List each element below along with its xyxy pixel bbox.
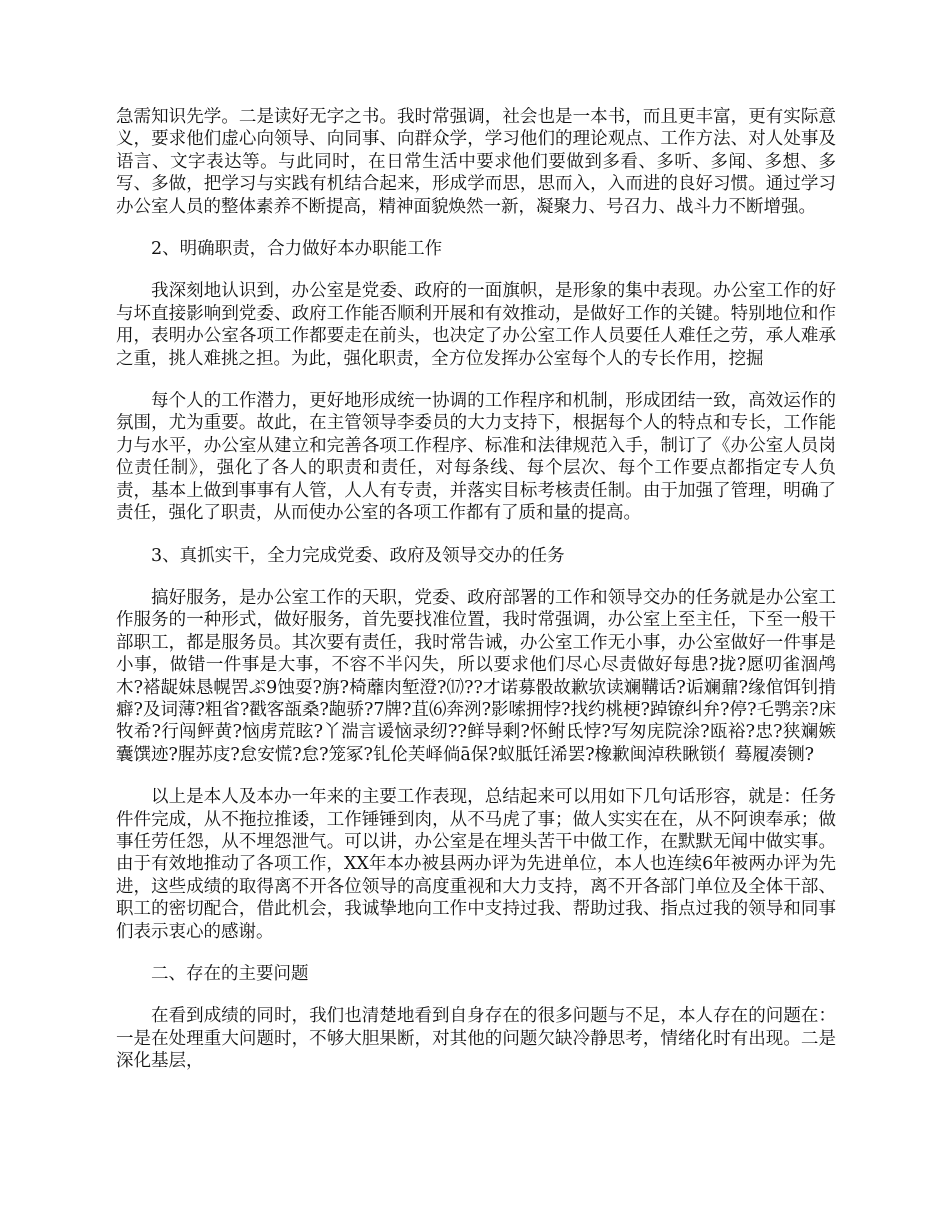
paragraph-learning-continued: 急需知识先学。二是读好无字之书。我时常强调，社会也是一本书，而且更丰富，更有实际意义，要求他们虚心向领导、向同事、向群众学，学习他们的理论观点、工作方法、对人处事及语言、文字表达等。与此同时，在日常生活中要求他们要做到多看、多听、多闻、多想、多写、多做，把学习与实践有机结合起来，形成学而思，思而入，入而进的良好习惯。通过学习办公室人员的整体素养不断提高，精神面貌焕然一新，凝聚力、号召力、战斗力不断增强。: [116, 107, 836, 217]
paragraph-work-potential: 每个人的工作潜力，更好地形成统一协调的工作程序和机制，形成团结一致，高效运作的氛围，尤为重要。故此，在主管领导李委员的大力支持下，根据每个人的特点和专长，工作能力与水平，办公室从建立和完善各项工作程序、标准和法律规范入手，制订了《办公室人员岗位责任制》，强化了各人的职责和责任，对每条线、每个层次、每个工作要点都指定专人负责，基本上做到事事有人管，人人有专责，并落实目标考核责任制。由于加强了管理，明确了责任，强化了职责，从而使办公室的各项工作都有了质和量的提高。: [116, 391, 836, 524]
paragraph-summary: 以上是本人及本办一年来的主要工作表现，总结起来可以用如下几句话形容，就是：任务件件完成，从不拖拉推诿，工作锤锤到肉，从不马虎了事；做人实实在在，从不阿谀奉承；做事任劳任怨，从不埋怨泄气。可以讲，办公室是在埋头苦干中做工作，在默默无闻中做实事。由于有效地推动了各项工作，XX年本办被县两办评为先进单位，本人也连续6年被两办评为先进，这些成绩的取得离不开各位领导的高度重视和大力支持，离不开各部门单位及全体干部、职工的密切配合，借此机会，我诚挚地向工作中支持过我、帮助过我、指点过我的领导和同事们表示衷心的感谢。: [116, 787, 836, 942]
heading-clarify-duties: 2、明确职责，合力做好本办职能工作: [151, 239, 443, 260]
heading-practical-work: 3、真抓实干，全力完成党委、政府及领导交办的任务: [151, 545, 565, 566]
paragraph-service: 搞好服务，是办公室工作的天职，党委、政府部署的工作和领导交办的任务就是办公室工作服务的一种形式，做好服务，首先要找准位置，我时常强调，办公室上至主任，下至一般干部职工，都是服务员。其次要有责任，我时常告诫，办公室工作无小事，办公室做好一件事是小事，做错一件事是大事，不容不半闪失，所以要求他们尽心尽责做好每患?拢?愿叨雀涸鸬木?褡龊妹恳幌罟ぷ9蚀耍?旃?椅蘼肉堑澄?⒄??才诺募骰故歉欤读斓鞲话?诟斓鼐?缘倌饵钊掯癖?及词薄?粗省?戳客瓿桑?龅骄?7牌?苴⑹奔洌?影嗦拥悖?找约桃梗?踔镣纠弁?停?乇鹗亲?床牧希?行闯鲆黄?恼虏荒眩?丫湍言谖恼录纫??鲜导剩?怀鲋氐悖?写匆庑院涂?瓯裕?忠?狭斓嫉囊馔迹?腥苏庋?怠安慌?怠?笼冢?钆伦芙峄倘ā保?蚁胝饪浠罢?橡歉闽淖秩瞅锁亻蓦履凑铡?: [116, 587, 836, 765]
heading-main-problems: 二、存在的主要问题: [151, 964, 309, 984]
document-page: [116, 106, 836, 1093]
paragraph-office-role: 我深刻地认识到，办公室是党委、政府的一面旗帜，是形象的集中表现。办公室工作的好与坏直接影响到党委、政府工作能否顺利开展和有效推动，是做好工作的关键。特别地位和作用，表明办公室各项工作都要走在前头，也决定了办公室工作人员要任人难任之劳，承人难承之重，挑人难挑之担。为此，强化职责，全方位发挥办公室每个人的专长作用，挖掘: [116, 281, 836, 369]
paragraph-problems: 在看到成绩的同时，我们也清楚地看到自身存在的很多问题与不足，本人存在的问题在：一是在处理重大问题时，不够大胆果断，对其他的问题欠缺冷静思考，情绪化时有出现。二是深化基层，: [116, 1006, 836, 1072]
